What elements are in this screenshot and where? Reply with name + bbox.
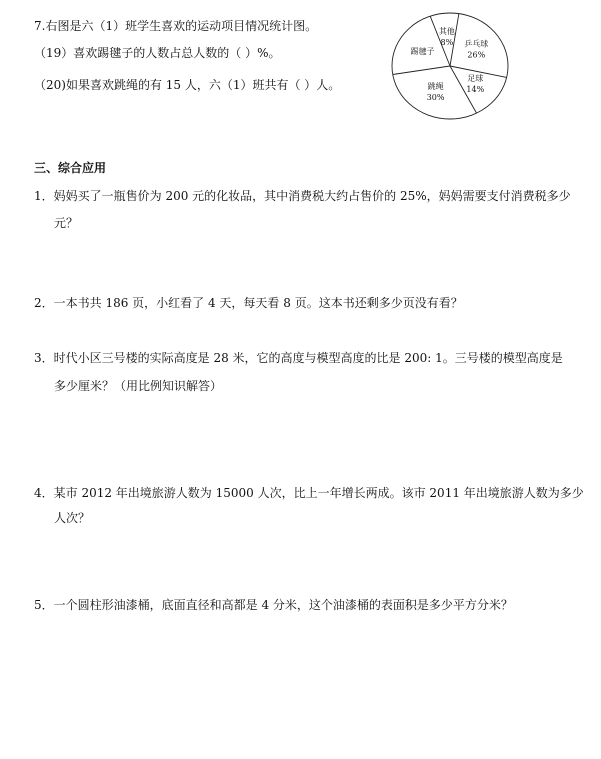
q4-line2: 人次？ — [54, 511, 91, 525]
slice-value-label: 14% — [466, 84, 485, 94]
pie-chart — [389, 10, 511, 122]
slice-value-label: 8% — [440, 38, 454, 47]
q1-line1: 1．妈妈买了一瓶售价为 200 元的化妆品，其中消费税大约占售价的 25%，妈妈需要支付消费税多少 — [34, 189, 571, 203]
q4-line1: 4．某市 2012 年出境旅游人数为 15000 人次，比上一年增长两成。该市 2011 年出境旅游人数为多少 — [34, 486, 584, 500]
section-heading: 三、综合应用 — [34, 161, 107, 175]
slice-label: 踢毽子 — [410, 47, 435, 57]
q2-line1: 2．一本书共 186 页，小红看了 4 天，每天看 8 页。这本书还剩多少页没有看？ — [34, 296, 463, 310]
q3-line2: 多少厘米？（用比例知识解答） — [54, 379, 223, 393]
q7-sub20: （20)如果喜欢跳绳的有 15 人，六（1）班共有（ ）人。 — [34, 78, 341, 92]
slice-value-label: 26% — [467, 50, 486, 60]
slice-value-label: 30% — [426, 93, 445, 102]
slice-label: 其他 — [438, 27, 455, 36]
q7-title: 7.右图是六（1）班学生喜欢的运动项目情况统计图。 — [34, 19, 318, 33]
q3-line1: 3．时代小区三号楼的实际高度是 28 米，它的高度与模型高度的比是 200: 1。三号楼的模型高度是 — [34, 351, 563, 365]
q1-line2: 元？ — [54, 216, 79, 230]
slice-label: 乒乓球 — [464, 39, 489, 49]
q7-sub19: （19）喜欢踢毽子的人数占总人数的（ ）%。 — [34, 46, 281, 60]
slice-label: 足球 — [467, 73, 484, 83]
slice-label: 跳绳 — [427, 82, 444, 91]
q5-line1: 5．一个圆柱形油漆桶，底面直径和高都是 4 分米，这个油漆桶的表面积是多少平方分米？ — [34, 598, 513, 612]
